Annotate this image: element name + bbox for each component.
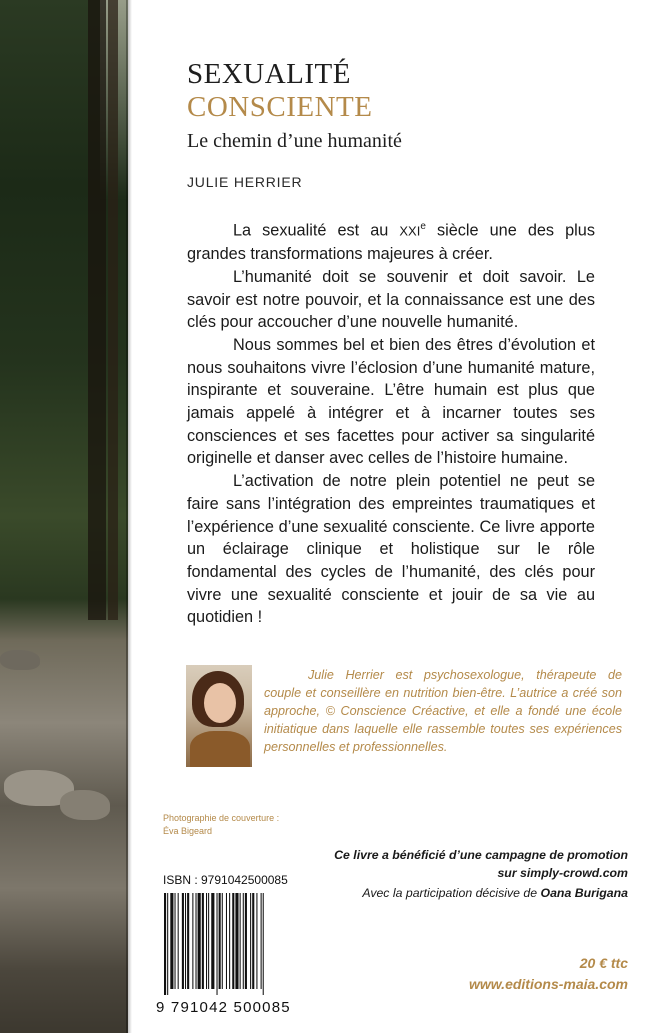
rock [60, 790, 110, 820]
barcode-bar [226, 893, 227, 989]
barcode-bar [167, 893, 168, 995]
blurb-paragraph [187, 216, 595, 266]
author-photo-body [190, 731, 250, 767]
blurb-paragraph: L’humanité doit se souvenir et doit savoir. Le savoir est notre pouvoir, et la connaissance est une des clés pour accoucher d’une nouvelle humanité. [187, 267, 595, 332]
century-superscript: e [420, 221, 426, 232]
photo-credit-label: Photographie de couverture : [163, 813, 280, 823]
barcode-bar [206, 893, 207, 989]
promo-note [298, 846, 628, 882]
forest-photo [0, 0, 128, 1033]
barcode-bar [178, 893, 179, 989]
barcode-bar [256, 893, 257, 989]
title-line-2: CONSCIENTE [187, 91, 373, 123]
barcode-bar [235, 893, 238, 989]
barcode-bars [162, 893, 290, 995]
barcode-digits: 9 791042 500085 [156, 999, 291, 1016]
title-line-1: SEXUALITÉ [187, 58, 351, 90]
barcode-bar [187, 893, 189, 989]
barcode-bar [170, 893, 173, 989]
participation-prefix: Avec la participation décisive de [362, 886, 541, 900]
barcode-bar [185, 893, 186, 989]
author-bio: Julie Herrier est psychosexologue, thérapeute de couple et conseillère en nutrition bien-être. L’autrice a créé son approche, © Conscience Créactive, et elle a fondé une école initiatique dans laquelle elle rassemble toutes ses expériences personnelles et professionnelles. [264, 668, 622, 754]
barcode-bar [250, 893, 251, 989]
barcode-bar [192, 893, 193, 989]
barcode-bar [211, 893, 214, 989]
barcode-bar [261, 893, 262, 989]
century-numeral: XXI [399, 223, 421, 239]
promo-line-1: Ce livre a bénéficié d’une campagne de promotion [334, 848, 628, 862]
publisher-website: www.editions-maia.com [469, 976, 628, 992]
barcode-bar [240, 893, 241, 989]
blurb-paragraph: Nous sommes bel et bien des êtres d’évolution et nous souhaitons vivre l’éclosion d’une humanité mature, inspirante et souveraine. L’être humain est plus que jamais appelé à intégrer et à incarner toutes ses consciences et ses facettes pour activer sa singularité originelle et danser avec celles de l’histoire humaine. [187, 335, 595, 468]
barcode-bar [252, 893, 254, 989]
tree-trunk [88, 0, 106, 620]
barcode [162, 893, 290, 995]
spine-shadow [126, 0, 132, 1033]
promo-line-2: sur simply-crowd.com [497, 866, 628, 880]
barcode-bar [208, 893, 209, 989]
author-name: JULIE HERRIER [187, 174, 303, 190]
barcode-bar [229, 893, 230, 989]
photo-credit [163, 812, 279, 838]
subtitle: Le chemin d’une humanité [187, 130, 402, 152]
price: 20 € ttc [579, 955, 628, 971]
barcode-bar [196, 893, 197, 989]
participation-note [362, 886, 628, 900]
participation-name: Oana Burigana [540, 886, 628, 900]
barcode-bar [164, 893, 166, 995]
tree-trunk [108, 0, 118, 620]
isbn: ISBN : 9791042500085 [163, 873, 288, 887]
barcode-bar [175, 893, 176, 989]
author-photo-face [204, 683, 236, 723]
barcode-bar [219, 893, 221, 989]
barcode-bar [198, 893, 201, 989]
photo-credit-name: Éva Bigeard [163, 826, 213, 836]
barcode-bar [217, 893, 218, 995]
blurb [187, 216, 595, 629]
barcode-bar [243, 893, 244, 989]
rock [0, 650, 40, 670]
blurb-paragraph: L’activation de notre plein potentiel ne peut se faire sans l’intégration des empreintes traumatiques et l’expérience d’une sexualité consciente. Ce livre apporte un éclairage clinique et holistique sur le rôle fondamental des cycles de l’humanité, des clés pour vivre une sexualité consciente et jouir de sa vie au quotidien ! [187, 472, 595, 627]
author-photo [186, 665, 252, 767]
barcode-bar [245, 893, 247, 989]
barcode-bar [222, 893, 223, 989]
barcode-bar [202, 893, 204, 989]
barcode-bar [232, 893, 234, 989]
blurb-p1-start: La sexualité est au [233, 221, 400, 240]
blurb-p1-end: siècle une des plus grandes transformations majeures à créer. [187, 221, 595, 264]
barcode-bar [263, 893, 264, 995]
barcode-bar [182, 893, 184, 989]
